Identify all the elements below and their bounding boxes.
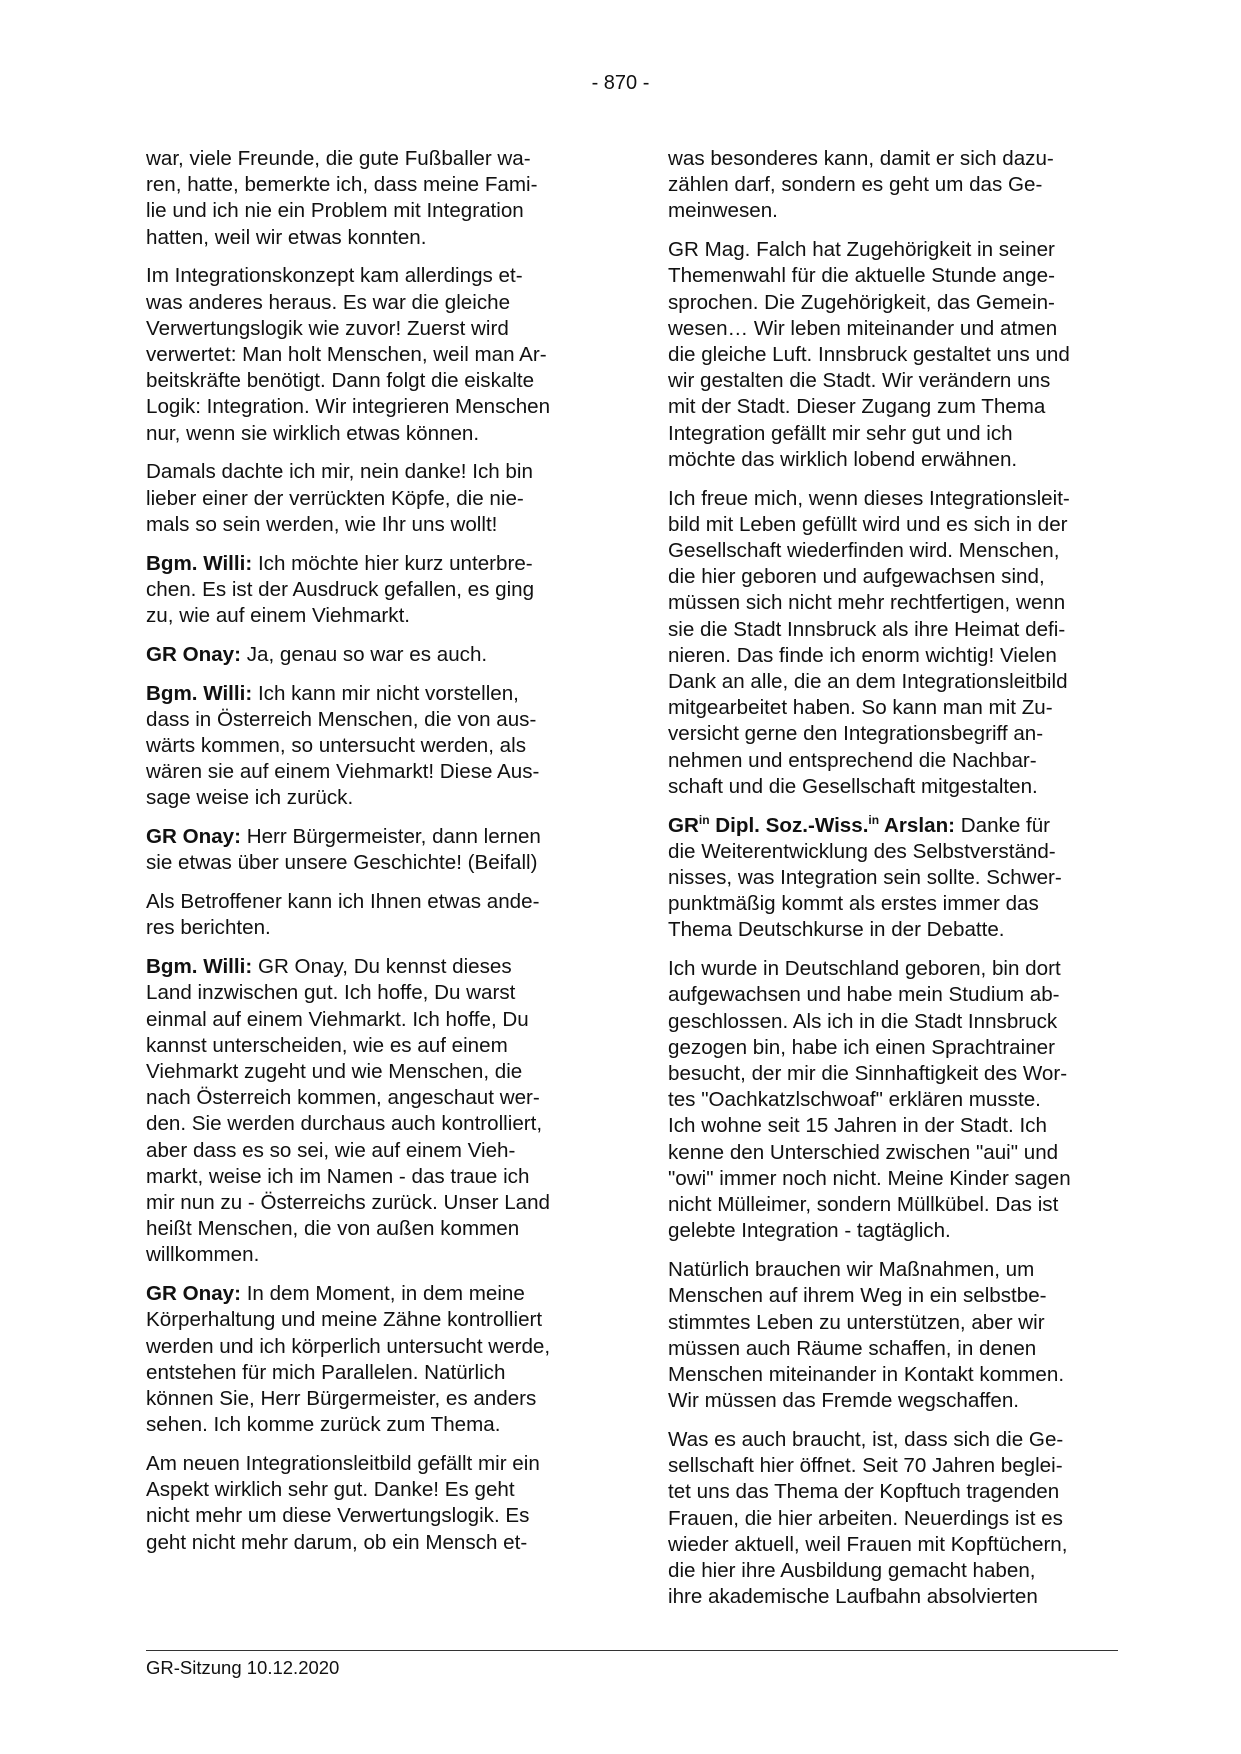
speaker-name: GR Onay: bbox=[146, 825, 241, 849]
speaker-name bbox=[668, 814, 955, 837]
paragraph bbox=[146, 824, 596, 876]
speaker-gender-suffix: in bbox=[868, 812, 880, 827]
paragraph bbox=[146, 551, 596, 630]
speaker-name: Bgm. Willi: bbox=[146, 681, 253, 705]
paragraph bbox=[668, 1427, 1118, 1610]
paragraph-text: Damals dachte ich mir, nein danke! Ich bin lieber einer der verrückten Köpfe, die nie- mals so sein werden, wie Ihr uns wollt! bbox=[146, 460, 533, 536]
paragraph-text: GR Mag. Falch hat Zugehörigkeit in seiner Themenwahl für die aktuelle Stunde ange- sprochen. Die Zugehörigkeit, das Gemein- wesen… Wir leben miteinander und atmen die gleiche Luft. Innsbruck gestaltet uns und wir gestalten die Stadt. Wir verändern uns mit der Stadt. Dieser Zugang zum Thema Integration gefällt mir sehr gut und ich möchte das wirklich lobend erwähnen. bbox=[668, 238, 1070, 471]
speaker-gender-suffix: in bbox=[698, 812, 710, 827]
paragraph bbox=[668, 1257, 1118, 1414]
paragraph-text: Am neuen Integrationsleitbild gefällt mir ein Aspekt wirklich sehr gut. Danke! Es geht nicht mehr um diese Verwertungslogik. Es geht nicht mehr darum, ob ein Mensch et- bbox=[146, 1452, 540, 1554]
paragraph bbox=[146, 263, 596, 446]
paragraph bbox=[668, 486, 1118, 800]
paragraph bbox=[146, 1451, 596, 1556]
paragraph bbox=[146, 954, 596, 1268]
paragraph-text: Ich wurde in Deutschland geboren, bin dort aufgewachsen und habe mein Studium ab- geschlossen. Als ich in die Stadt Innsbruck gezogen bin, habe ich einen Sprachtrainer besucht, der mir die Sinnhaftigkeit des Wor- tes "Oachkatzlschwoaf" erklären musste. Ich wohne seit 15 Jahren in der Stadt. Ich kenne den Unterschied zwischen "aui" und "owi" immer noch nicht. Meine Kinder sagen nicht Mülleimer, sondern Müllkübel. Das ist gelebte Integration - tagtäglich. bbox=[668, 957, 1071, 1243]
paragraph-text: war, viele Freunde, die gute Fußballer wa- ren, hatte, bemerkte ich, dass meine Fami- lie und ich nie ein Problem mit Integration hatten, weil wir etwas konnten. bbox=[146, 147, 538, 249]
paragraph-text: Natürlich brauchen wir Maßnahmen, um Menschen auf ihrem Weg in ein selbstbe- stimmtes Leben zu unterstützen, aber wir müssen auch Räume schaffen, in denen Menschen miteinander in Kontakt kommen. Wir müssen das Fremde wegschaffen. bbox=[668, 1258, 1065, 1413]
paragraph-text: Ich möchte hier kurz unterbre- chen. Es ist der Ausdruck gefallen, es ging zu, wie auf einem Viehmarkt. bbox=[146, 551, 535, 628]
paragraph bbox=[146, 642, 596, 668]
speaker-name-part: Dipl. Soz.-Wiss. bbox=[709, 813, 869, 837]
page-number: - 870 - bbox=[591, 72, 650, 94]
right-column bbox=[668, 146, 1118, 1623]
paragraph bbox=[146, 146, 596, 251]
paragraph-text: Herr Bürgermeister, dann lernen sie etwas über unsere Geschichte! (Beifall) bbox=[146, 825, 541, 875]
paragraph bbox=[668, 813, 1118, 944]
paragraph bbox=[146, 459, 596, 538]
paragraph-text: In dem Moment, in dem meine Körperhaltung und meine Zähne kontrolliert werden und ich körperlich untersucht werde, entstehen für mich Parallelen. Natürlich können Sie, Herr Bürgermeister, es anders sehen. Ich komme zurück zum Thema. bbox=[146, 1282, 551, 1437]
left-column bbox=[146, 146, 596, 1568]
paragraph bbox=[146, 889, 596, 941]
paragraph bbox=[146, 1281, 596, 1438]
speaker-name: GR Onay: bbox=[146, 1282, 241, 1306]
paragraph-text: Ich freue mich, wenn dieses Integrationsleit- bild mit Leben gefüllt wird und es sich in der Gesellschaft wiederfinden wird. Menschen, die hier geboren und aufgewachsen sind, müssen sich nicht mehr rechtfertigen, wenn sie die Stadt Innsbruck als ihre Heimat defi- nieren. Das finde ich enorm wichtig! Vielen Dank an alle, die an dem Integrationsleitbild mitgearbeitet haben. So kann man mit Zu- versicht gerne den Integrationsbegriff an- nehmen und entsprechend die Nachbar- schaft und die Gesellschaft mitgestalten. bbox=[668, 486, 1070, 798]
paragraph bbox=[668, 146, 1118, 225]
paragraph-text: GR Onay, Du kennst dieses Land inzwischen gut. Ich hoffe, Du warst einmal auf einem Viehmarkt. Ich hoffe, Du kannst unterscheiden, wie es auf einem Viehmarkt zugeht und wie Menschen, die nach Österreich kommen, angeschaut wer- den. Sie werden durchaus auch kontrolliert, aber dass es so sei, wie auf einem Vieh- markt, weise ich im Namen - das traue ich mir nun zu - Österreichs zurück. Unser Land heißt Menschen, die von außen kommen willkommen. bbox=[146, 955, 551, 1267]
paragraph-text: Danke für die Weiterentwicklung des Selbstverständ- nisses, was Integration sein sollte. Schwer- punktmäßig kommt als erstes immer das Thema Deutschkurse in der Debatte. bbox=[668, 813, 1062, 942]
speaker-name: GR Onay: bbox=[146, 642, 241, 666]
speaker-name-part: Arslan: bbox=[879, 813, 956, 837]
speaker-name: Bgm. Willi: bbox=[146, 955, 253, 979]
footer-divider bbox=[146, 1650, 1118, 1651]
footer-session-date: GR-Sitzung 10.12.2020 bbox=[146, 1657, 340, 1678]
paragraph-text: Was es auch braucht, ist, dass sich die Ge- sellschaft hier öffnet. Seit 70 Jahren beglei- tet uns das Thema der Kopftuch tragenden Frauen, die hier arbeiten. Neuerdings ist es wieder aktuell, weil Frauen mit Kopftüchern, die hier ihre Ausbildung gemacht haben, ihre akademische Laufbahn absolvierten bbox=[668, 1427, 1068, 1609]
speaker-name-part: GR bbox=[668, 813, 699, 837]
paragraph-text: Ja, genau so war es auch. bbox=[240, 642, 488, 666]
paragraph-text: was besonderes kann, damit er sich dazu- zählen darf, sondern es geht um das Ge- meinwesen. bbox=[668, 147, 1054, 223]
paragraph-text: Im Integrationskonzept kam allerdings et- was anderes heraus. Es war die gleiche Verwertungslogik wie zuvor! Zuerst wird verwertet: Man holt Menschen, weil man Ar- beitskräfte benötigt. Dann folgt die eiskalte Logik: Integration. Wir integrieren Menschen nur, wenn sie wirklich etwas können. bbox=[146, 264, 551, 445]
paragraph-text: Ich kann mir nicht vorstellen, dass in Österreich Menschen, die von aus- wärts kommen, so untersucht werden, als wären sie auf einem Viehmarkt! Diese Aus- sage weise ich zurück. bbox=[146, 681, 540, 810]
paragraph bbox=[668, 237, 1118, 473]
speaker-name: Bgm. Willi: bbox=[146, 551, 253, 575]
paragraph bbox=[668, 956, 1118, 1244]
paragraph bbox=[146, 681, 596, 812]
paragraph-text: Als Betroffener kann ich Ihnen etwas ande- res berichten. bbox=[146, 890, 540, 940]
